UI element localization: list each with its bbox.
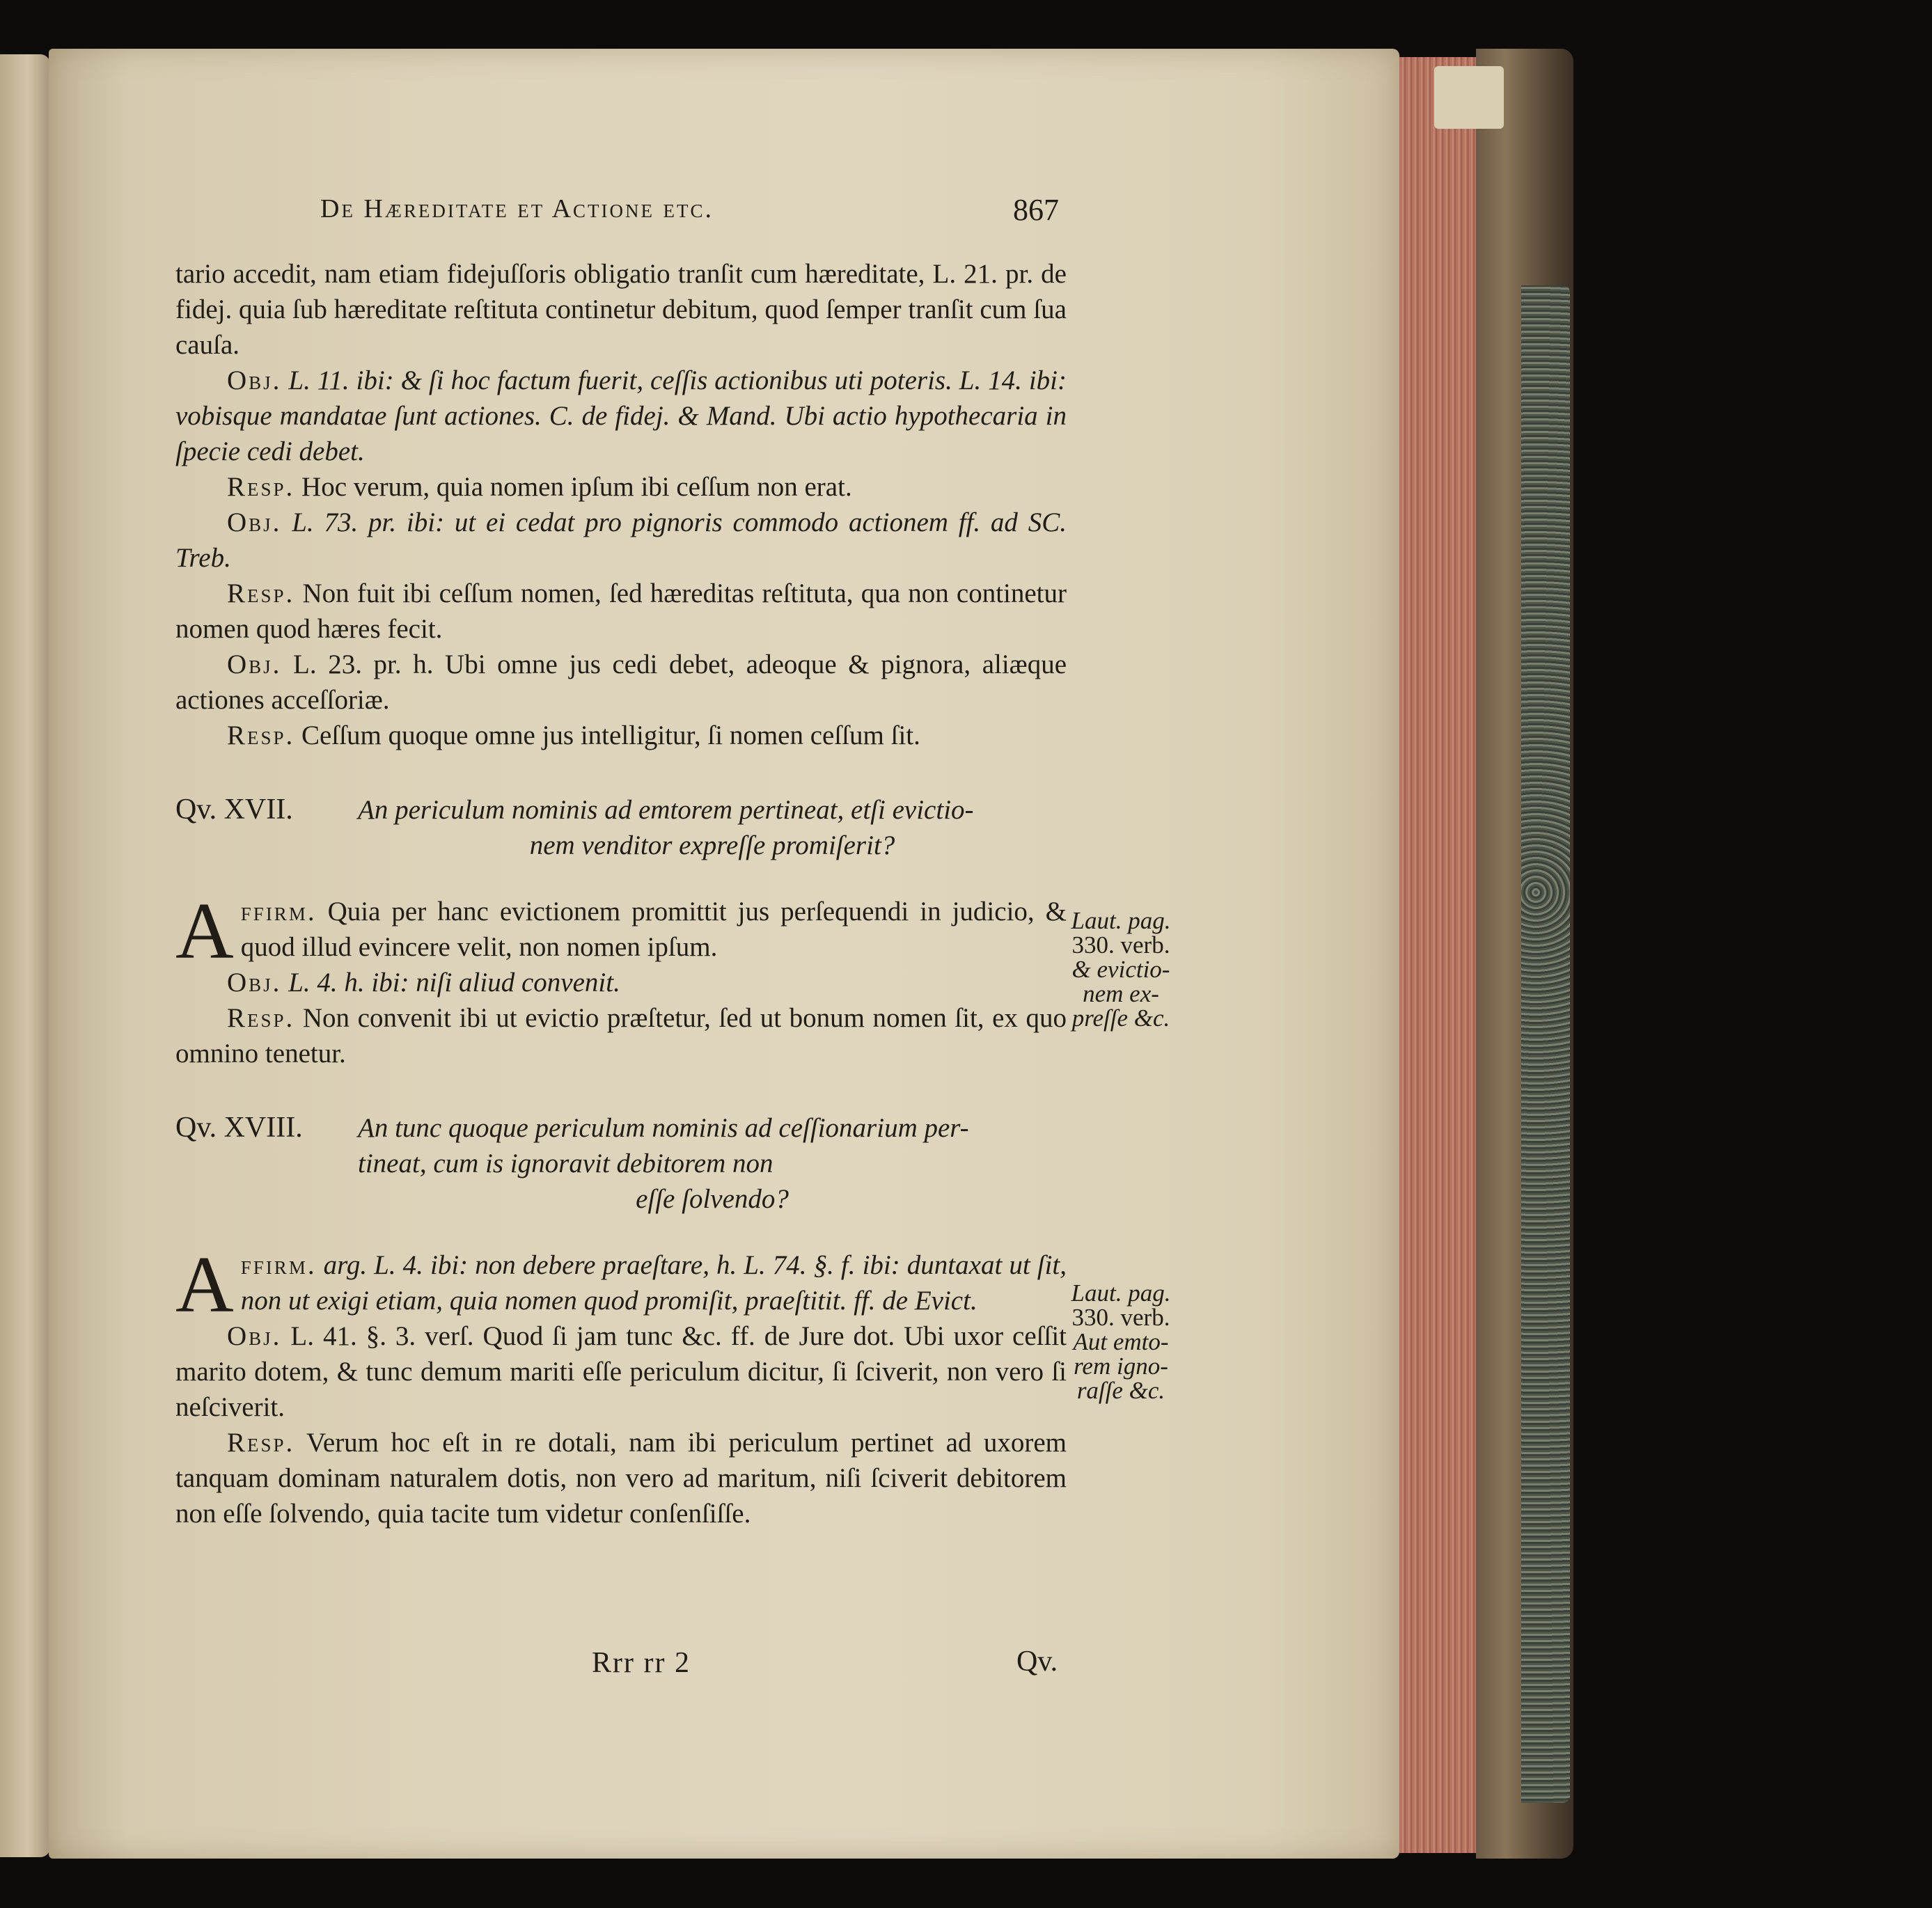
question-line: eſſe ſolvendo? xyxy=(636,1184,789,1214)
obj-label: Obj. xyxy=(227,649,282,679)
question-line: nem venditor expreſſe promiſerit? xyxy=(529,830,895,860)
main-text xyxy=(175,256,1067,1531)
affirm-paragraph xyxy=(175,1240,1067,1330)
resp-text: Hoc verum, quia nomen ipſum ibi ceſſum non erat. xyxy=(301,472,852,502)
margin-note-line: Aut emto- xyxy=(1073,1328,1169,1355)
margin-note-line: Laut. pag. xyxy=(1071,1279,1171,1307)
obj-text: L. 4. h. ibi: niſi aliud convenit. xyxy=(288,968,620,998)
page-edge-top xyxy=(1434,66,1504,129)
margin-note xyxy=(1058,908,1184,1030)
objection-paragraph xyxy=(175,1318,1067,1425)
affirm-text: Quia per hanc evictionem promittit jus perſequendi in judicio, & quod illud evincere velit, non nomen ipſum. xyxy=(240,897,1067,962)
page-number: 867 xyxy=(1013,193,1059,227)
affirm-label: ffirm. xyxy=(240,1250,317,1280)
margin-note-line: rem igno- xyxy=(1074,1353,1168,1380)
margin-note-line: 330. verb. xyxy=(1071,931,1170,959)
affirm-label: ffirm. xyxy=(240,897,317,927)
question-heading xyxy=(175,1110,1067,1217)
obj-label: Obj. xyxy=(227,968,282,998)
resp-label: Resp. xyxy=(227,1003,295,1033)
margin-note-line: 330. verb. xyxy=(1071,1304,1170,1331)
margin-note xyxy=(1058,1281,1184,1403)
resp-label: Resp. xyxy=(227,578,295,608)
resp-label: Resp. xyxy=(227,720,295,750)
marbled-board xyxy=(1521,285,1570,1803)
objection-paragraph xyxy=(175,505,1067,576)
response-paragraph xyxy=(175,1000,1067,1071)
obj-label: Obj. xyxy=(227,365,282,395)
paragraph-continuation: tario accedit, nam etiam fidejuſſoris obligatio tranſit cum hæreditate, L. 21. pr. de fidej. quia ſub hæreditate reſtituta continetur debitum, quod ſemper tranſit cum ſua cauſa. xyxy=(175,259,1067,360)
obj-text: L. 11. ibi: & ſi hoc factum fuerit, ceſſis actionibus uti poteris. L. 14. ibi: vobisque mandatae ſunt actiones. C. de fidej. & Mand. Ubi actio hypothecaria in ſpecie cedi debet. xyxy=(175,365,1067,466)
question-line: An tunc quoque periculum nominis ad ceſſionarium per- xyxy=(358,1113,969,1143)
drop-cap: A xyxy=(175,1240,234,1330)
resp-text: Non fuit ibi ceſſum nomen, ſed hæreditas reſtituta, qua non continetur nomen quod hæres fecit. xyxy=(175,578,1067,644)
margin-note-line: Laut. pag. xyxy=(1071,907,1171,934)
margin-note-line: nem ex- xyxy=(1083,980,1159,1007)
obj-text: L. 73. pr. ibi: ut ei cedat pro pignoris commodo actionem ff. ad SC. Treb. xyxy=(175,507,1067,573)
signature-mark: Rrr rr 2 xyxy=(592,1647,691,1679)
obj-text: L. 41. §. 3. verſ. Quod ſi jam tunc &c. ff. de Jure dot. Ubi uxor ceſſit marito dotem, & tunc demum mariti eſſe periculum dicitur, ſi ſciverit, non vero ſi neſciverit. xyxy=(175,1321,1067,1422)
drop-cap: A xyxy=(175,887,234,976)
running-title: De Hæreditate et Actione etc. xyxy=(320,194,714,223)
response-paragraph xyxy=(175,469,1067,505)
response-paragraph xyxy=(175,1425,1067,1531)
question-text xyxy=(358,792,1067,863)
obj-label: Obj. xyxy=(227,507,282,537)
facing-page-edge xyxy=(0,54,50,1857)
resp-text: Verum hoc eſt in re dotali, nam ibi periculum pertinet ad uxorem tanquam dominam naturalem dotis, non vero ad maritum, niſi ſciverit debitorem non eſſe ſolvendo, quia tacite tum videtur conſenſiſſe. xyxy=(175,1428,1067,1529)
margin-note-line: raſſe &c. xyxy=(1076,1377,1165,1404)
affirm-text-block xyxy=(175,887,1067,976)
resp-text: Non convenit ibi ut evictio præſtetur, ſed ut bonum nomen ſit, ex quo omnino tenetur. xyxy=(175,1003,1067,1069)
resp-text: Ceſſum quoque omne jus intelligitur, ſi nomen ceſſum ſit. xyxy=(301,720,920,750)
question-number: Qv. XVII. xyxy=(175,794,293,826)
objection-paragraph xyxy=(175,647,1067,718)
response-paragraph xyxy=(175,576,1067,647)
margin-note-line: & evictio- xyxy=(1071,956,1170,983)
question-number: Qv. XVIII. xyxy=(175,1112,303,1144)
question-line: tineat, cum is ignoravit debitorem non xyxy=(358,1149,773,1178)
question-text xyxy=(358,1110,1067,1217)
objection-paragraph xyxy=(175,363,1067,469)
affirm-text: arg. L. 4. ibi: non debere praeſtare, h. L. 74. §. f. ibi: duntaxat ut ſit, non ut exigi etiam, quia nomen quod promiſit, praeſtitit. ff. de Evict. xyxy=(240,1250,1067,1316)
margin-note-line: preſſe &c. xyxy=(1071,1004,1170,1032)
question-heading xyxy=(175,792,1067,863)
objection-paragraph xyxy=(175,965,1067,1000)
response-paragraph xyxy=(175,718,1067,753)
resp-label: Resp. xyxy=(227,472,295,502)
question-line: An periculum nominis ad emtorem pertineat, etſi evictio- xyxy=(358,795,974,825)
affirm-text-block xyxy=(175,1240,1067,1330)
resp-label: Resp. xyxy=(227,1428,295,1458)
obj-label: Obj. xyxy=(227,1321,282,1351)
affirm-paragraph xyxy=(175,887,1067,976)
catchword: Qv. xyxy=(1016,1646,1058,1678)
obj-text: L. 23. pr. h. Ubi omne jus cedi debet, adeoque & pignora, aliæque actiones acceſſoriæ. xyxy=(175,649,1067,715)
